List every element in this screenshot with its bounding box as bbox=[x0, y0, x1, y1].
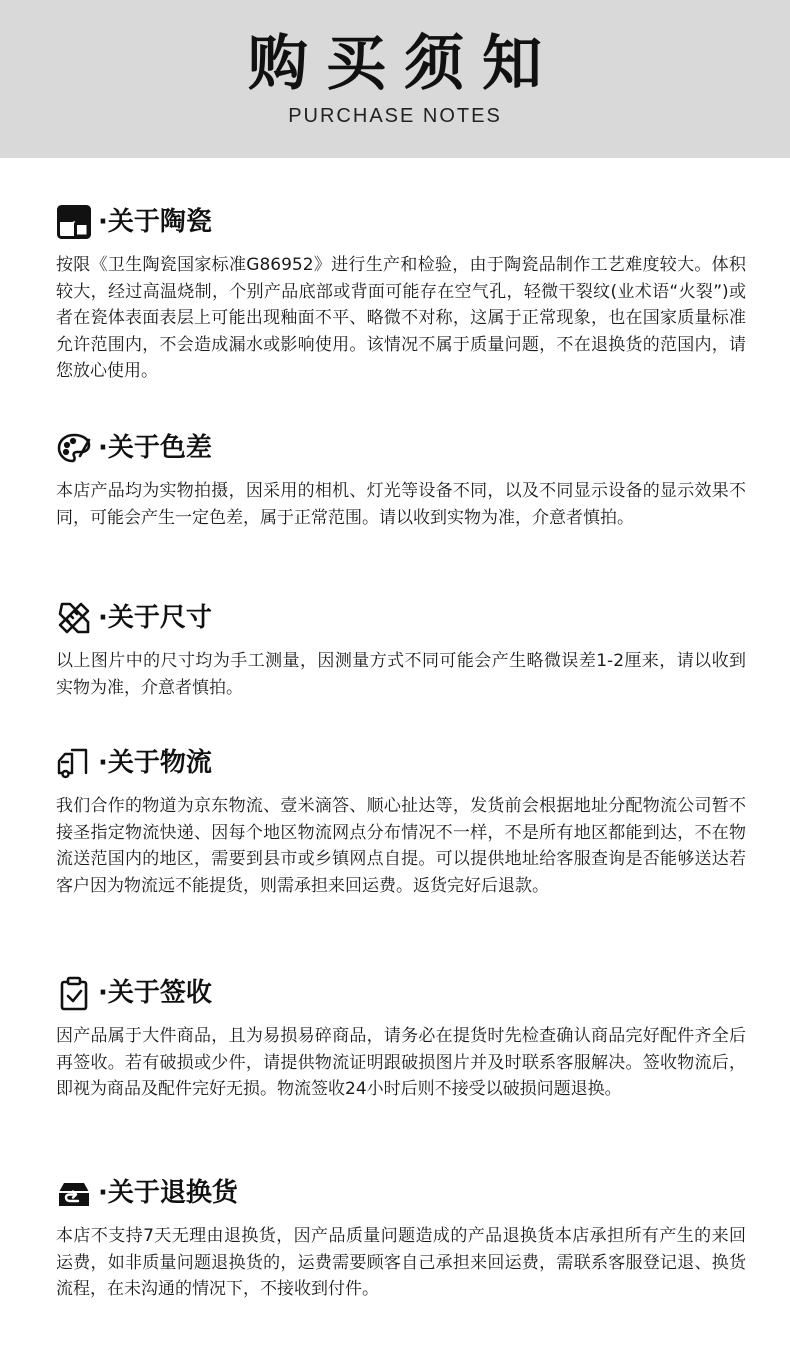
section-heading bbox=[56, 973, 746, 1013]
section-body: 因产品属于大件商品，且为易损易碎商品，请务必在提货时先检查确认商品完好配件齐全后再签收。若有破损或少件，请提供物流证明跟破损图片并及时联系客服解决。签收物流后，即视为商品及配件完好无损。物流签收24小时后则不接受以破损问题退换。 bbox=[56, 1026, 746, 1099]
section-color-difference bbox=[56, 428, 746, 531]
delivery-truck-icon bbox=[56, 745, 92, 781]
section-title: ·关于签收 bbox=[98, 978, 212, 1008]
clipboard-check-icon bbox=[56, 975, 92, 1011]
section-heading bbox=[56, 1173, 746, 1213]
checker-square-icon bbox=[56, 204, 92, 240]
page-title: 购买须知 bbox=[248, 29, 560, 99]
return-box-icon bbox=[56, 1175, 92, 1211]
section-size bbox=[56, 598, 746, 701]
section-body: 本店产品均为实物拍摄，因采用的相机、灯光等设备不同，以及不同显示设备的显示效果不同，可能会产生一定色差，属于正常范围。请以收到实物为准，介意者慎拍。 bbox=[56, 481, 746, 528]
section-heading bbox=[56, 598, 746, 638]
section-signing bbox=[56, 973, 746, 1103]
ruler-pencil-icon bbox=[56, 600, 92, 636]
section-title: ·关于色差 bbox=[98, 433, 212, 463]
section-ceramics bbox=[56, 202, 746, 385]
section-heading bbox=[56, 428, 746, 468]
palette-icon bbox=[56, 430, 92, 466]
section-body: 按限《卫生陶瓷国家标准G86952》进行生产和检验，由于陶瓷品制作工艺难度较大。体积较大，经过高温烧制，个别产品底部或背面可能存在空气孔，轻微干裂纹(业术语“火裂”)或者在瓷体表面表层上可能出现釉面不平、略微不对称，这属于正常现象，也在国家质量标准允许范围内，不会造成漏水或影响使用。该情况不属于质量问题，不在退换货的范国内，请您放心使用。 bbox=[56, 255, 746, 381]
section-title: ·关于陶瓷 bbox=[98, 207, 212, 237]
section-heading bbox=[56, 202, 746, 242]
section-title: ·关于物流 bbox=[98, 748, 212, 778]
section-heading bbox=[56, 743, 746, 783]
page-header bbox=[0, 0, 790, 158]
section-logistics bbox=[56, 743, 746, 899]
section-title: ·关于尺寸 bbox=[98, 603, 212, 633]
section-body: 本店不支持7天无理由退换货，因产品质量问题造成的产品退换货本店承担所有产生的来回运费，如非质量问题退换货的，运费需要顾客自己承担来回运费，需联系客服登记退、换货流程，在未沟通的情况下，不接收到付件。 bbox=[56, 1226, 746, 1299]
section-body: 我们合作的物道为京东物流、壹米滴答、顺心扯达等，发货前会根据地址分配物流公司暂不接圣指定物流快递、因每个地区物流网点分布情况不一样，不是所有地区都能到达，不在物流送范国内的地区，需要到县市或乡镇网点自提。可以提供地址给客服查询是否能够送达若客户因为物流远不能提货，则需承担来回运费。返货完好后退款。 bbox=[56, 796, 746, 896]
section-returns bbox=[56, 1173, 746, 1303]
page-subtitle: PURCHASE NOTES bbox=[288, 105, 502, 127]
section-title: ·关于退换货 bbox=[98, 1178, 238, 1208]
section-body: 以上图片中的尺寸均为手工测量，因测量方式不同可能会产生略微误差1-2厘来，请以收到实物为准，介意者慎拍。 bbox=[56, 651, 746, 698]
